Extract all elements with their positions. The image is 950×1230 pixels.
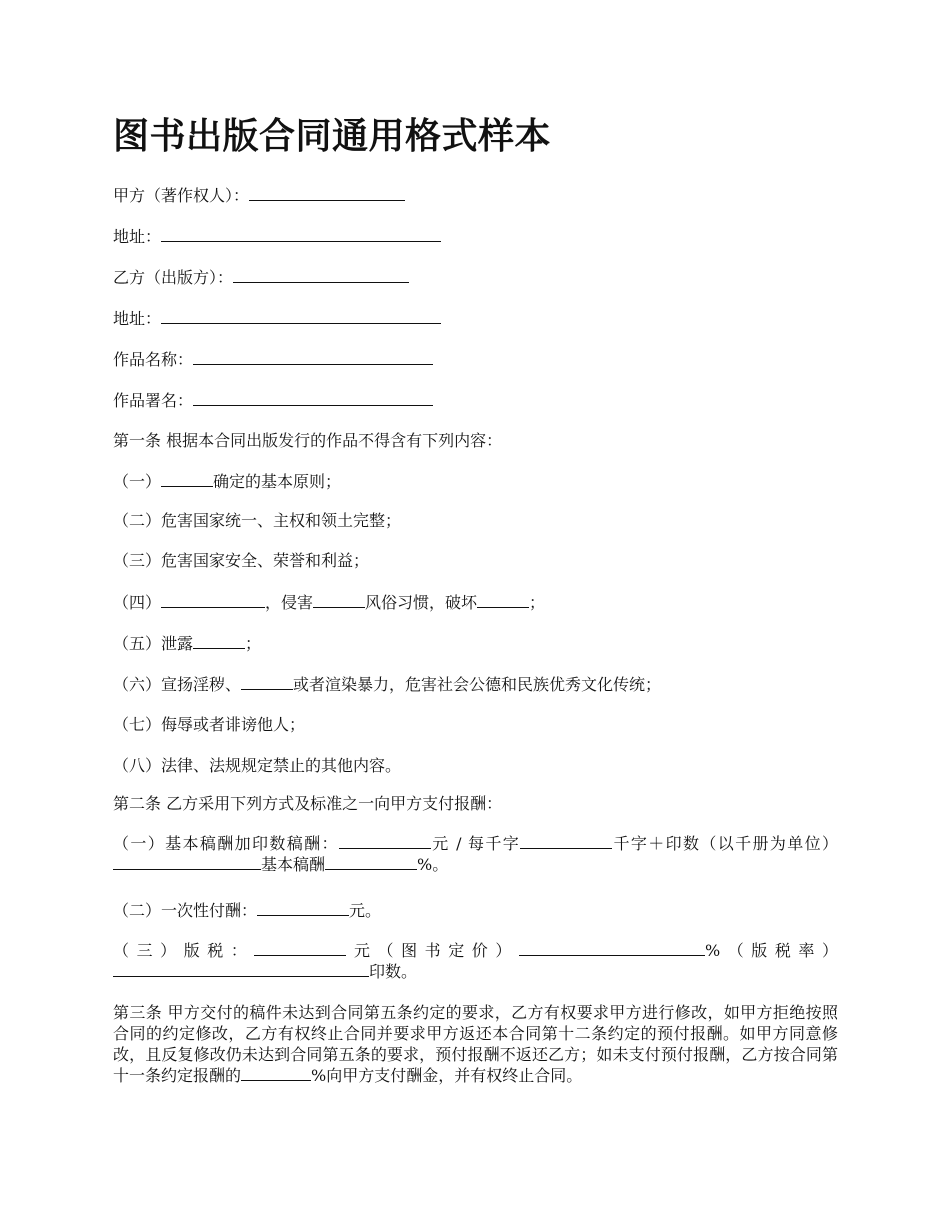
article-1-item-6 xyxy=(113,674,661,695)
party-a-address-blank[interactable] xyxy=(161,226,441,242)
article-3-paragraph xyxy=(113,1002,838,1086)
item-4-mid-2: 风俗习惯，破坏 xyxy=(365,593,478,612)
item-4-mid-1: ，侵害 xyxy=(265,593,314,612)
party-a-label: 甲方（著作权人）： xyxy=(113,186,250,205)
party-a-address-label: 地址： xyxy=(113,227,162,246)
item-4-blank-2[interactable] xyxy=(313,592,365,608)
pay-1-prefix: （一）基本稿酬加印数稿酬： xyxy=(113,834,339,853)
item-4-blank-1[interactable] xyxy=(161,592,265,608)
party-b-line xyxy=(113,267,409,288)
item-6-suffix: 或者渲染暴力，危害社会公德和民族优秀文化传统； xyxy=(293,675,662,694)
pay-2-blank[interactable] xyxy=(257,900,349,916)
work-name-label: 作品名称： xyxy=(113,350,194,369)
pay-3-blank-2[interactable] xyxy=(519,940,705,956)
pay-2-prefix: （二）一次性付酬： xyxy=(113,901,258,920)
pay-1-suffix: %。 xyxy=(417,855,449,874)
pay-1-blank-2[interactable] xyxy=(520,833,612,849)
item-6-prefix: （六）宣扬淫秽、 xyxy=(113,675,242,694)
article-3-blank[interactable] xyxy=(241,1065,311,1081)
party-b-address-label: 地址： xyxy=(113,309,162,328)
pay-3-mid-2: %（版税率） xyxy=(704,941,838,960)
item-4-blank-3[interactable] xyxy=(477,592,529,608)
article-2-payment-3 xyxy=(113,940,838,982)
document-title: 图书出版合同通用格式样本 xyxy=(113,116,552,157)
work-name-blank[interactable] xyxy=(193,349,433,365)
article-1-item-3: （三）危害国家安全、荣誉和利益； xyxy=(113,551,370,570)
article-2-payment-1 xyxy=(113,833,838,875)
pay-3-blank-3[interactable] xyxy=(113,961,369,977)
article-1-item-1 xyxy=(113,471,341,492)
item-1-suffix: 确定的基本原则； xyxy=(213,472,342,491)
article-1-item-4 xyxy=(113,592,545,613)
party-b-address-line xyxy=(113,308,441,329)
pay-3-blank-1[interactable] xyxy=(254,940,346,956)
article-1-heading: 第一条 根据本合同出版发行的作品不得含有下列内容： xyxy=(113,431,503,450)
work-signature-line xyxy=(113,390,433,411)
article-1-item-8: （八）法律、法规规定禁止的其他内容。 xyxy=(113,756,402,775)
work-signature-blank[interactable] xyxy=(193,390,433,406)
item-4-prefix: （四） xyxy=(113,593,162,612)
item-5-suffix: ； xyxy=(245,634,262,653)
article-2-payment-2 xyxy=(113,900,381,921)
article-1-item-7: （七）侮辱或者诽谤他人； xyxy=(113,715,306,734)
article-3-part-1: 第三条 甲方交付的稿件未达到合同第五条约定的要求，乙方有权要求甲方进行修改，如甲方拒绝按照合同的约定修改，乙方有权终止合同并要求甲方返还本合同第十二条约定的预付报酬。如甲方同意修改，且反复修改仍未达到合同第五条的要求，预付报酬不返还乙方；如未支付预付报酬，乙方按合同第十一条约定报酬的 xyxy=(113,1003,838,1085)
pay-2-suffix: 元。 xyxy=(349,901,382,920)
party-a-blank[interactable] xyxy=(249,185,405,201)
item-1-prefix: （一） xyxy=(113,472,162,491)
pay-1-blank-4[interactable] xyxy=(325,854,417,870)
pay-3-mid-1: 元（图书定价） xyxy=(346,941,519,960)
pay-3-suffix: 印数。 xyxy=(369,962,418,981)
work-name-line xyxy=(113,349,433,370)
article-1-item-2: （二）危害国家统一、主权和领土完整； xyxy=(113,511,402,530)
item-5-prefix: （五）泄露 xyxy=(113,634,194,653)
party-a-line xyxy=(113,185,405,206)
party-b-address-blank[interactable] xyxy=(161,308,441,324)
article-1-item-5 xyxy=(113,633,261,654)
party-a-address-line xyxy=(113,226,441,247)
item-1-blank[interactable] xyxy=(161,471,213,487)
pay-1-blank-1[interactable] xyxy=(339,833,431,849)
item-6-blank[interactable] xyxy=(241,674,293,690)
pay-1-mid-1: 元 / 每千字 xyxy=(430,834,521,853)
party-b-label: 乙方（出版方）： xyxy=(113,268,234,287)
pay-1-mid-3: 基本稿酬 xyxy=(261,855,326,874)
item-5-blank[interactable] xyxy=(193,633,245,649)
article-3-part-2: %向甲方支付酬金，并有权终止合同。 xyxy=(311,1066,583,1085)
work-signature-label: 作品署名： xyxy=(113,391,194,410)
article-2-heading: 第二条 乙方采用下列方式及标准之一向甲方支付报酬： xyxy=(113,794,503,813)
party-b-blank[interactable] xyxy=(233,267,409,283)
pay-3-prefix: （三）版税： xyxy=(113,941,255,960)
pay-1-mid-2: 千字＋印数（以千册为单位） xyxy=(612,834,838,853)
item-4-suffix: ； xyxy=(529,593,546,612)
pay-1-blank-3[interactable] xyxy=(113,854,261,870)
